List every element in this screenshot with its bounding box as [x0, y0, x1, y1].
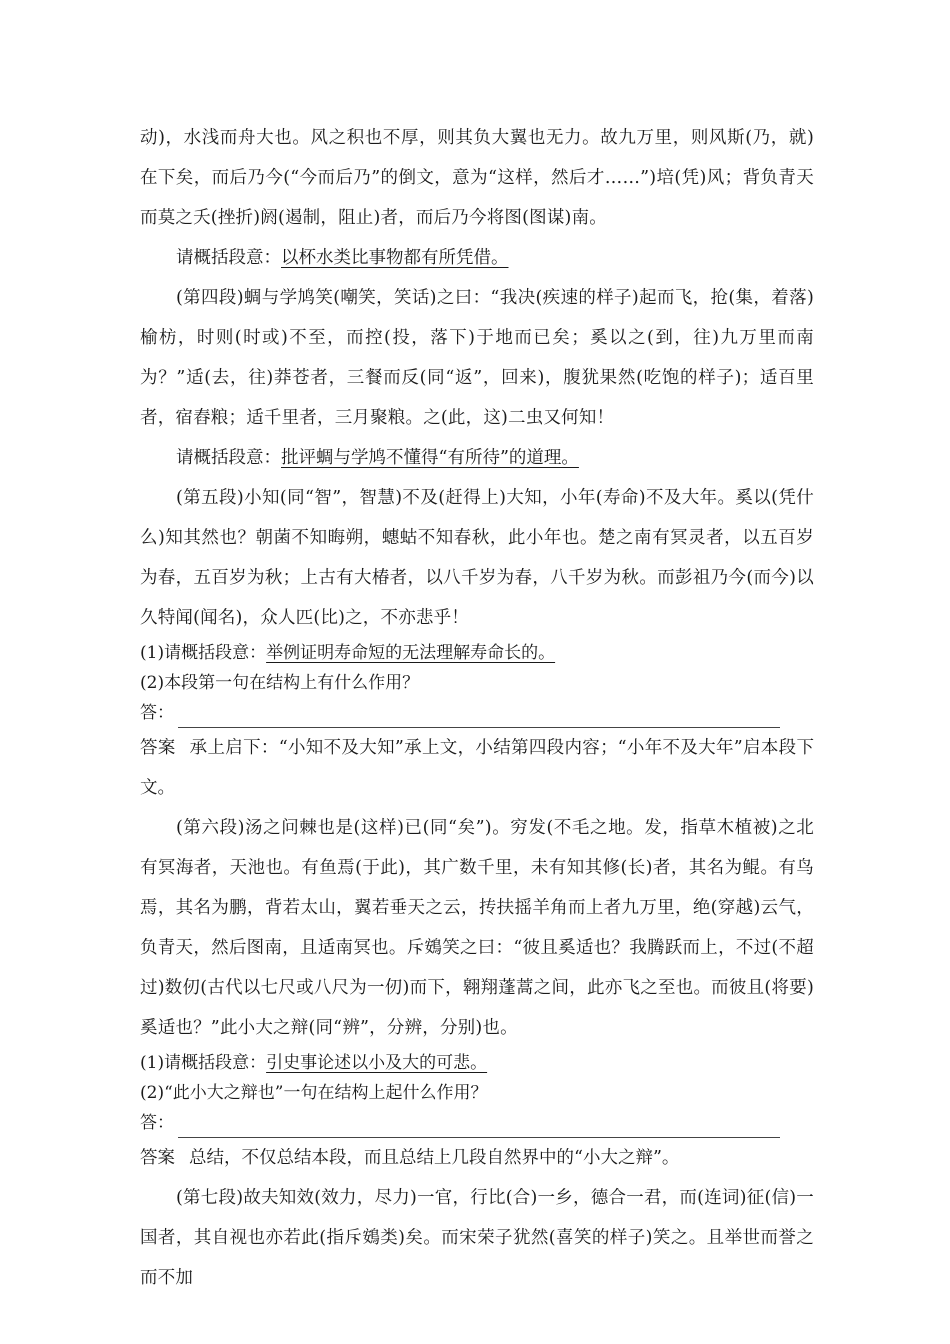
blank-underline [178, 1115, 780, 1138]
document-page [140, 118, 814, 1298]
paragraph-3-continued: 动)，水浅而舟大也。风之积也不厚，则其负大翼也无力。故九万里，则风斯(乃，就)在下矣，而后乃今(“今而后乃”的倒文，意为“这样，然后才……”)培(凭)风；背负青天而莫之夭(挫折)阏(遏制，阻止)者，而后乃今将图(图谋)南。 [140, 128, 814, 228]
summary-label: 请概括段意： [176, 448, 281, 468]
summary-answer: 以杯水类比事物都有所凭借。 [281, 248, 509, 268]
summary-paragraph-3 [140, 238, 814, 278]
blank-underline [178, 705, 780, 728]
answer-prefix: 答： [140, 703, 174, 723]
question-answer: 引史事论述以小及大的可悲。 [266, 1053, 488, 1073]
answer-tag: 答案 [140, 1148, 175, 1168]
answer-blank-line-6 [140, 1108, 814, 1138]
question-6-2: (2)“此小大之辩也”一句在结构上起什么作用？ [140, 1083, 488, 1103]
answer-blank-line-5 [140, 698, 814, 728]
question-label: (1)请概括段意： [140, 1053, 267, 1073]
question-5-1 [140, 638, 814, 668]
paragraph-7: (第七段)故夫知效(效力，尽力)一官，行比(合)一乡，德合一君，而(连词)征(信)一国者，其自视也亦若此(指斥鴳类)矣。而宋荣子犹然(喜笑的样子)笑之。且举世而誉之而不加 [140, 1188, 814, 1288]
summary-label: 请概括段意： [176, 248, 281, 268]
answer-tag: 答案 [140, 738, 176, 758]
answer-5 [140, 728, 814, 808]
paragraph-6: (第六段)汤之问棘也是(这样)已(同“矣”)。穷发(不毛之地。发，指草木植被)之北有冥海者，天池也。有鱼焉(于此)，其广数千里，未有知其修(长)者，其名为鲲。有鸟焉，其名为鹏，背若太山，翼若垂天之云，抟扶摇羊角而上者九万里，绝(穿越)云气，负青天，然后图南，且适南冥也。斥鴳笑之曰：“彼且奚适也？我腾跃而上，不过(不超过)数仞(古代以七尺或八尺为一仞)而下，翱翔蓬蒿之间，此亦飞之至也。而彼且(将要)奚适也？”此小大之辩(同“辨”，分辨，分别)也。 [140, 818, 814, 1038]
paragraph-5: (第五段)小知(同“智”，智慧)不及(赶得上)大知，小年(寿命)不及大年。奚以(凭什么)知其然也？朝菌不知晦朔，蟪蛄不知春秋，此小年也。楚之南有冥灵者，以五百岁为春，五百岁为秋；上古有大椿者，以八千岁为春，八千岁为秋。而彭祖乃今(而今)以久特闻(闻名)，众人匹(比)之，不亦悲乎！ [140, 488, 814, 628]
question-5-2: (2)本段第一句在结构上有什么作用？ [140, 673, 420, 693]
summary-answer: 批评蜩与学鸠不懂得“有所待”的道理。 [281, 448, 579, 468]
answer-prefix: 答： [140, 1113, 174, 1133]
question-6-1 [140, 1048, 814, 1078]
answer-text: 总结，不仅总结本段，而且总结上几段自然界中的“小大之辩”。 [189, 1148, 680, 1168]
question-answer: 举例证明寿命短的无法理解寿命长的。 [266, 643, 556, 663]
answer-text: 承上启下：“小知不及大知”承上文，小结第四段内容；“小年不及大年”启本段下文。 [140, 738, 814, 798]
summary-paragraph-4 [140, 438, 814, 478]
paragraph-4: (第四段)蜩与学鸠笑(嘲笑，笑话)之曰：“我决(疾速的样子)起而飞，抢(集，着落)榆枋，时则(时或)不至，而控(投，落下)于地而已矣；奚以之(到，往)九万里而南为？”适(去，往)莽苍者，三餐而反(同“返”，回来)，腹犹果然(吃饱的样子)；适百里者，宿舂粮；适千里者，三月聚粮。之(此，这)二虫又何知！ [140, 288, 814, 428]
question-label: (1)请概括段意： [140, 643, 267, 663]
answer-6 [140, 1138, 814, 1178]
